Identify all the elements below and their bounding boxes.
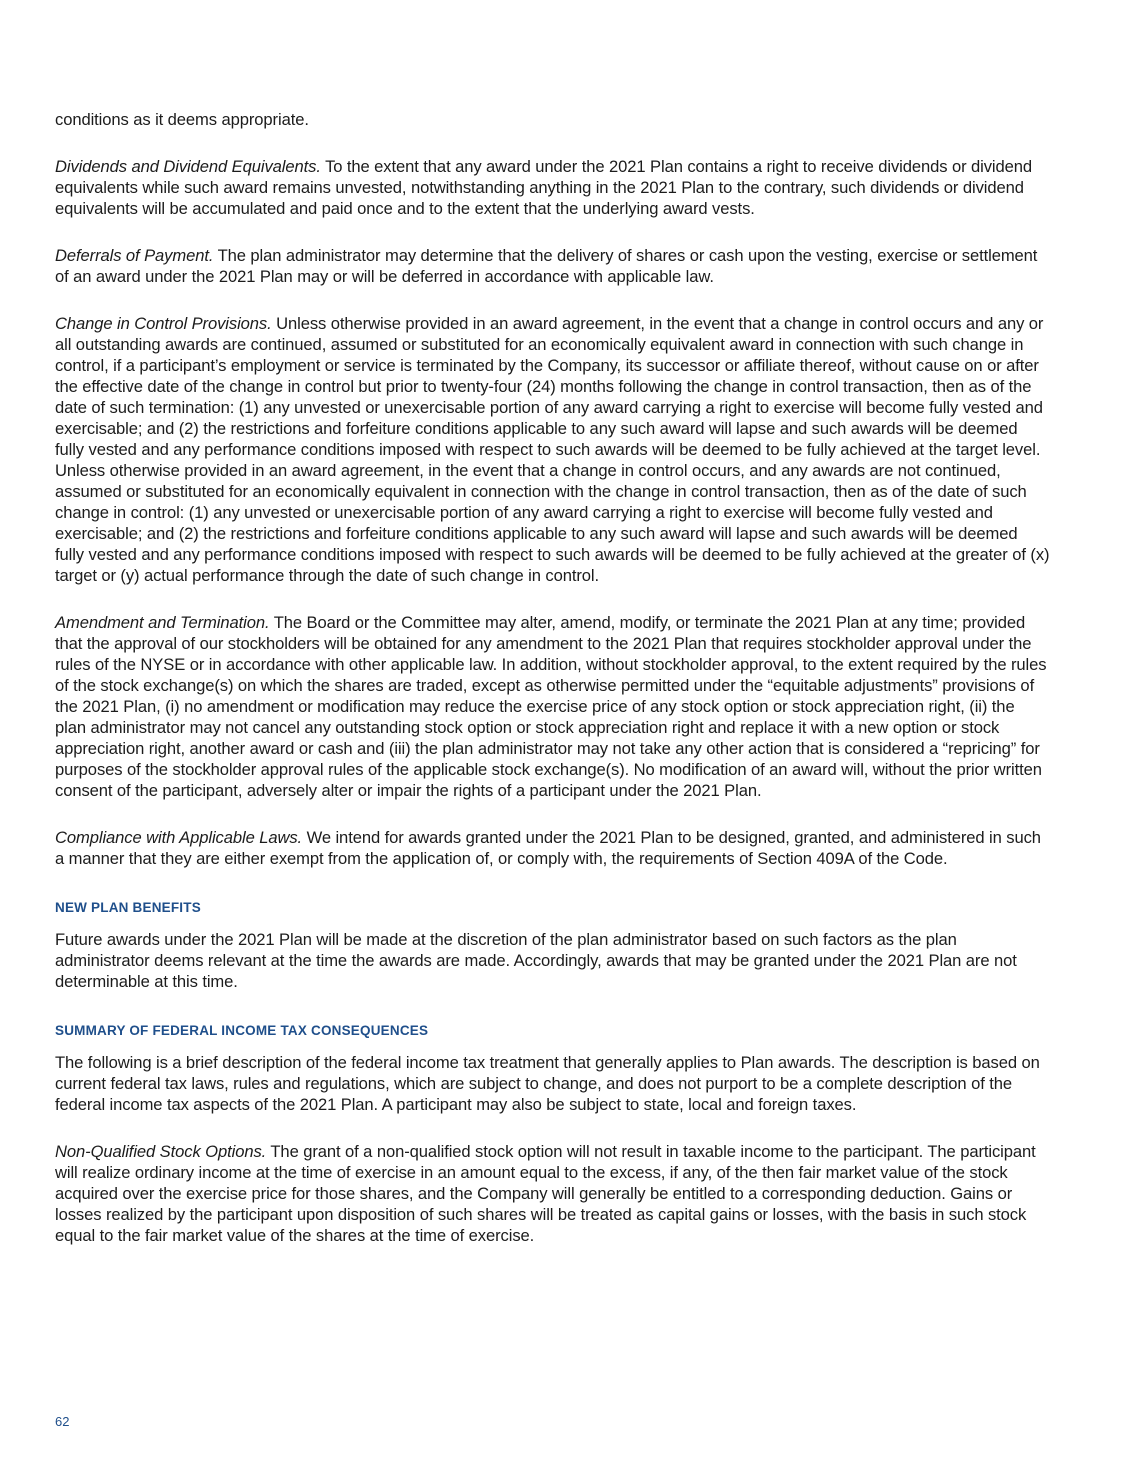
dividends-lead: Dividends and Dividend Equivalents. bbox=[55, 157, 321, 176]
nqso-paragraph bbox=[55, 1141, 1050, 1246]
tax-summary-paragraph: The following is a brief description of the federal income tax treatment that generally applies to Plan awards. The description is based on current federal tax laws, rules and regulations, which are subject to change, and does not purport to be a complete description of the federal income tax aspects of the 2021 Plan. A participant may also be subject to state, local and foreign taxes. bbox=[55, 1053, 1040, 1114]
change-in-control-body: Unless otherwise provided in an award agreement, in the event that a change in control occurs and any or all outstanding awards are continued, assumed or substituted for an economically equivalent award in connection with such change in control, if a participant’s employment or service is terminated by the Company, its successor or affiliate thereof, without cause on or after the effective date of the change in control but prior to twenty-four (24) months following the change in control transaction, then as of the date of such termination: (1) any unvested or unexercisable portion of any award carrying a right to exercise will become fully vested and exercisable; and (2) the restrictions and forfeiture conditions applicable to any such award will lapse and such awards will be deemed fully vested and any performance conditions imposed with respect to such awards will be deemed to be fully achieved at the target level. Unless otherwise provided in an award agreement, in the event that a change in control occurs, and any awards are not continued, assumed or substituted for an economically equivalent in connection with the change in control transaction, then as of the date of such change in control: (1) any unvested or unexercisable portion of any award carrying a right to exercise will become fully vested and exercisable; and (2) the restrictions and forfeiture conditions applicable to any such award will lapse and such awards will be deemed fully vested and any performance conditions imposed with respect to such awards will be deemed to be fully achieved at the greater of (x) target or (y) actual performance through the date of such change in control. bbox=[55, 314, 1050, 585]
page-number: 62 bbox=[55, 1414, 70, 1429]
intro-paragraph: conditions as it deems appropriate. bbox=[55, 110, 309, 129]
compliance-paragraph bbox=[55, 827, 1050, 869]
amendment-lead: Amendment and Termination. bbox=[55, 613, 270, 632]
change-in-control-paragraph bbox=[55, 313, 1050, 586]
new-plan-benefits-heading: NEW PLAN BENEFITS bbox=[55, 900, 201, 915]
change-in-control-lead: Change in Control Provisions. bbox=[55, 314, 272, 333]
new-plan-benefits-paragraph: Future awards under the 2021 Plan will be made at the discretion of the plan administrator based on such factors as the plan administrator deems relevant at the time the awards are made. Accordingly, awards that may be granted under the 2021 Plan are not determinable at this time. bbox=[55, 930, 1017, 991]
tax-summary-heading: SUMMARY OF FEDERAL INCOME TAX CONSEQUENCES bbox=[55, 1023, 429, 1038]
nqso-body: The grant of a non-qualified stock option will not result in taxable income to the participant. The participant will realize ordinary income at the time of exercise in an amount equal to the excess, if any, of the then fair market value of the stock acquired over the exercise price for those shares, and the Company will generally be entitled to a corresponding deduction. Gains or losses realized by the participant upon disposition of such shares will be treated as capital gains or losses, with the basis in such stock equal to the fair market value of the shares at the time of exercise. bbox=[55, 1142, 1036, 1245]
amendment-paragraph bbox=[55, 612, 1050, 801]
dividends-paragraph bbox=[55, 156, 1050, 219]
amendment-body: The Board or the Committee may alter, amend, modify, or terminate the 2021 Plan at any time; provided that the approval of our stockholders will be obtained for any amendment to the 2021 Plan that requires stockholder approval under the rules of the NYSE or in accordance with other applicable law. In addition, without stockholder approval, to the extent required by the rules of the stock exchange(s) on which the shares are traded, except as otherwise permitted under the “equitable adjustments” provisions of the 2021 Plan, (i) no amendment or modification may reduce the exercise price of any stock option or stock appreciation right, (ii) the plan administrator may not cancel any outstanding stock option or stock appreciation right and replace it with a new option or stock appreciation right, another award or cash and (iii) the plan administrator may not take any other action that is considered a “repricing” for purposes of the stockholder approval rules of the applicable stock exchange(s). No modification of an award will, without the prior written consent of the participant, adversely alter or impair the rights of a participant under the 2021 Plan. bbox=[55, 613, 1047, 800]
dividends-body: To the extent that any award under the 2021 Plan contains a right to receive dividends or dividend equivalents while such award remains unvested, notwithstanding anything in the 2021 Plan to the contrary, such dividends or dividend equivalents will be accumulated and paid once and to the extent that the underlying award vests. bbox=[55, 157, 1033, 218]
deferrals-lead: Deferrals of Payment. bbox=[55, 246, 214, 265]
nqso-lead: Non-Qualified Stock Options. bbox=[55, 1142, 267, 1161]
deferrals-paragraph bbox=[55, 245, 1050, 287]
compliance-lead: Compliance with Applicable Laws. bbox=[55, 828, 303, 847]
deferrals-body: The plan administrator may determine that the delivery of shares or cash upon the vesting, exercise or settlement of an award under the 2021 Plan may or will be deferred in accordance with applicable law. bbox=[55, 246, 1038, 286]
document-body bbox=[55, 109, 1050, 1246]
compliance-body: We intend for awards granted under the 2021 Plan to be designed, granted, and administered in such a manner that they are either exempt from the application of, or comply with, the requirements of Section 409A of the Code. bbox=[55, 828, 1041, 868]
